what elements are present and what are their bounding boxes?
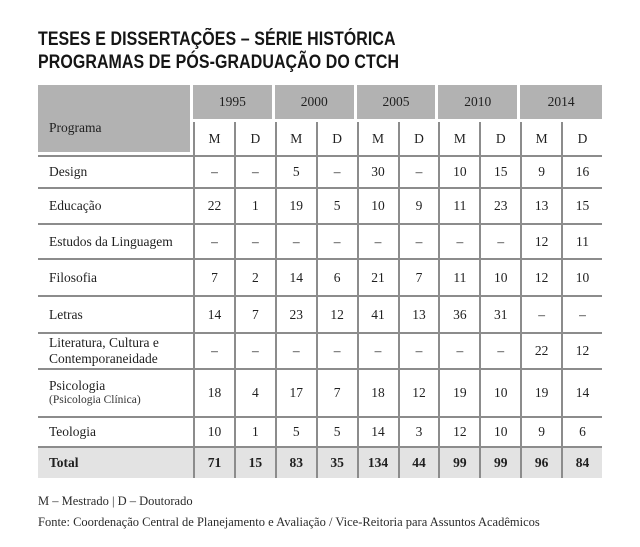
data-cell: 23	[479, 187, 520, 223]
column-header-degree-d: D	[479, 122, 520, 155]
column-header-degree-d: D	[234, 122, 275, 155]
data-cell: 9	[520, 155, 561, 187]
data-cell: 18	[193, 368, 234, 416]
data-cell: 23	[275, 295, 316, 332]
data-cell: 5	[275, 155, 316, 187]
data-cell: 3	[398, 416, 439, 446]
row-label	[38, 295, 193, 332]
program-name: Filosofia	[49, 269, 98, 285]
data-cell: –	[234, 155, 275, 187]
data-cell: 14	[193, 295, 234, 332]
data-cell: 9	[398, 187, 439, 223]
data-cell: 17	[275, 368, 316, 416]
data-cell: 6	[561, 416, 602, 446]
column-header-year-2010: 2010	[438, 85, 520, 122]
data-cell: 7	[316, 368, 357, 416]
program-subtitle: (Psicologia Clínica)	[49, 394, 141, 407]
program-name: Estudos da Linguagem	[49, 233, 173, 249]
data-cell: 10	[479, 258, 520, 295]
data-cell: 12	[398, 368, 439, 416]
data-cell: 7	[193, 258, 234, 295]
page-title-line2: PROGRAMAS DE PÓS-GRADUAÇÃO DO CTCH	[38, 52, 400, 73]
data-cell: 6	[316, 258, 357, 295]
data-cell: 10	[479, 416, 520, 446]
data-cell: –	[193, 332, 234, 368]
data-cell: 10	[561, 258, 602, 295]
total-row-label: Total	[38, 446, 193, 478]
total-data-cell: 35	[316, 446, 357, 478]
data-cell: 9	[520, 416, 561, 446]
data-cell: 2	[234, 258, 275, 295]
total-data-cell: 83	[275, 446, 316, 478]
data-cell: –	[193, 155, 234, 187]
data-cell: 12	[561, 332, 602, 368]
column-header-degree-m: M	[193, 122, 234, 155]
data-cell: –	[520, 295, 561, 332]
data-cell: –	[398, 332, 439, 368]
data-cell: –	[398, 155, 439, 187]
total-data-cell: 84	[561, 446, 602, 478]
data-cell: 15	[479, 155, 520, 187]
data-cell: 5	[316, 416, 357, 446]
column-header-degree-m: M	[520, 122, 561, 155]
data-cell: 11	[438, 258, 479, 295]
column-header-year-1995: 1995	[193, 85, 275, 122]
data-cell: 5	[316, 187, 357, 223]
data-cell: 11	[438, 187, 479, 223]
column-header-programa: Programa	[38, 85, 193, 155]
column-header-year-2000: 2000	[275, 85, 357, 122]
data-cell: 5	[275, 416, 316, 446]
data-cell: –	[316, 155, 357, 187]
program-name: Letras	[49, 306, 83, 322]
program-name: Literatura, Cultura e Contemporaneidade	[49, 335, 159, 366]
data-cell: –	[438, 223, 479, 258]
data-cell: 19	[275, 187, 316, 223]
data-cell: –	[561, 295, 602, 332]
data-cell: 12	[520, 258, 561, 295]
data-cell: 15	[561, 187, 602, 223]
program-name: Educação	[49, 198, 102, 214]
data-cell: –	[275, 332, 316, 368]
row-label	[38, 223, 193, 258]
column-header-degree-d: D	[398, 122, 439, 155]
data-cell: 21	[357, 258, 398, 295]
row-label	[38, 368, 193, 416]
data-cell: 7	[398, 258, 439, 295]
total-data-cell: 99	[438, 446, 479, 478]
total-data-cell: 96	[520, 446, 561, 478]
data-cell: 4	[234, 368, 275, 416]
data-cell: 1	[234, 416, 275, 446]
data-cell: 14	[357, 416, 398, 446]
data-cell: 22	[193, 187, 234, 223]
total-data-cell: 134	[357, 446, 398, 478]
total-data-cell: 44	[398, 446, 439, 478]
data-cell: 14	[561, 368, 602, 416]
column-header-year-2005: 2005	[357, 85, 439, 122]
column-header-degree-d: D	[561, 122, 602, 155]
data-cell: –	[234, 332, 275, 368]
column-header-degree-m: M	[438, 122, 479, 155]
data-cell: 13	[520, 187, 561, 223]
data-cell: –	[357, 223, 398, 258]
data-cell: –	[479, 332, 520, 368]
data-cell: 31	[479, 295, 520, 332]
data-cell: 10	[438, 155, 479, 187]
total-data-cell: 15	[234, 446, 275, 478]
data-cell: 41	[357, 295, 398, 332]
data-cell: 14	[275, 258, 316, 295]
total-data-cell: 71	[193, 446, 234, 478]
data-cell: 19	[520, 368, 561, 416]
data-cell: 12	[316, 295, 357, 332]
data-cell: 36	[438, 295, 479, 332]
data-cell: 12	[438, 416, 479, 446]
data-cell: –	[398, 223, 439, 258]
row-label	[38, 332, 193, 368]
data-cell: 11	[561, 223, 602, 258]
row-label	[38, 416, 193, 446]
program-name: Teologia	[49, 424, 97, 440]
data-cell: 22	[520, 332, 561, 368]
data-cell: –	[438, 332, 479, 368]
data-cell: 30	[357, 155, 398, 187]
column-header-degree-d: D	[316, 122, 357, 155]
source-note: Fonte: Coordenação Central de Planejamento e Avaliação / Vice-Reitoria para Assuntos Acadêmicos	[38, 515, 540, 529]
column-header-year-2014: 2014	[520, 85, 602, 122]
row-label	[38, 155, 193, 187]
row-label	[38, 187, 193, 223]
column-header-degree-m: M	[357, 122, 398, 155]
data-cell: –	[316, 223, 357, 258]
data-cell: –	[234, 223, 275, 258]
data-cell: –	[479, 223, 520, 258]
data-cell: 10	[357, 187, 398, 223]
page-title-line1: TESES E DISSERTAÇÕES – SÉRIE HISTÓRICA	[38, 29, 396, 50]
footnotes	[38, 491, 540, 533]
history-table	[38, 85, 602, 478]
data-cell: 10	[479, 368, 520, 416]
data-cell: 10	[193, 416, 234, 446]
column-header-degree-m: M	[275, 122, 316, 155]
data-cell: 7	[234, 295, 275, 332]
program-name: Psicologia	[49, 378, 106, 394]
data-cell: –	[193, 223, 234, 258]
data-cell: –	[357, 332, 398, 368]
data-cell: 13	[398, 295, 439, 332]
data-cell: 18	[357, 368, 398, 416]
program-name: Design	[49, 164, 88, 180]
total-data-cell: 99	[479, 446, 520, 478]
data-cell: 16	[561, 155, 602, 187]
data-cell: –	[275, 223, 316, 258]
row-label	[38, 258, 193, 295]
page-title	[38, 28, 399, 74]
data-cell: 1	[234, 187, 275, 223]
data-cell: 19	[438, 368, 479, 416]
data-cell: 12	[520, 223, 561, 258]
legend-note: M – Mestrado | D – Doutorado	[38, 494, 193, 508]
data-cell: –	[316, 332, 357, 368]
